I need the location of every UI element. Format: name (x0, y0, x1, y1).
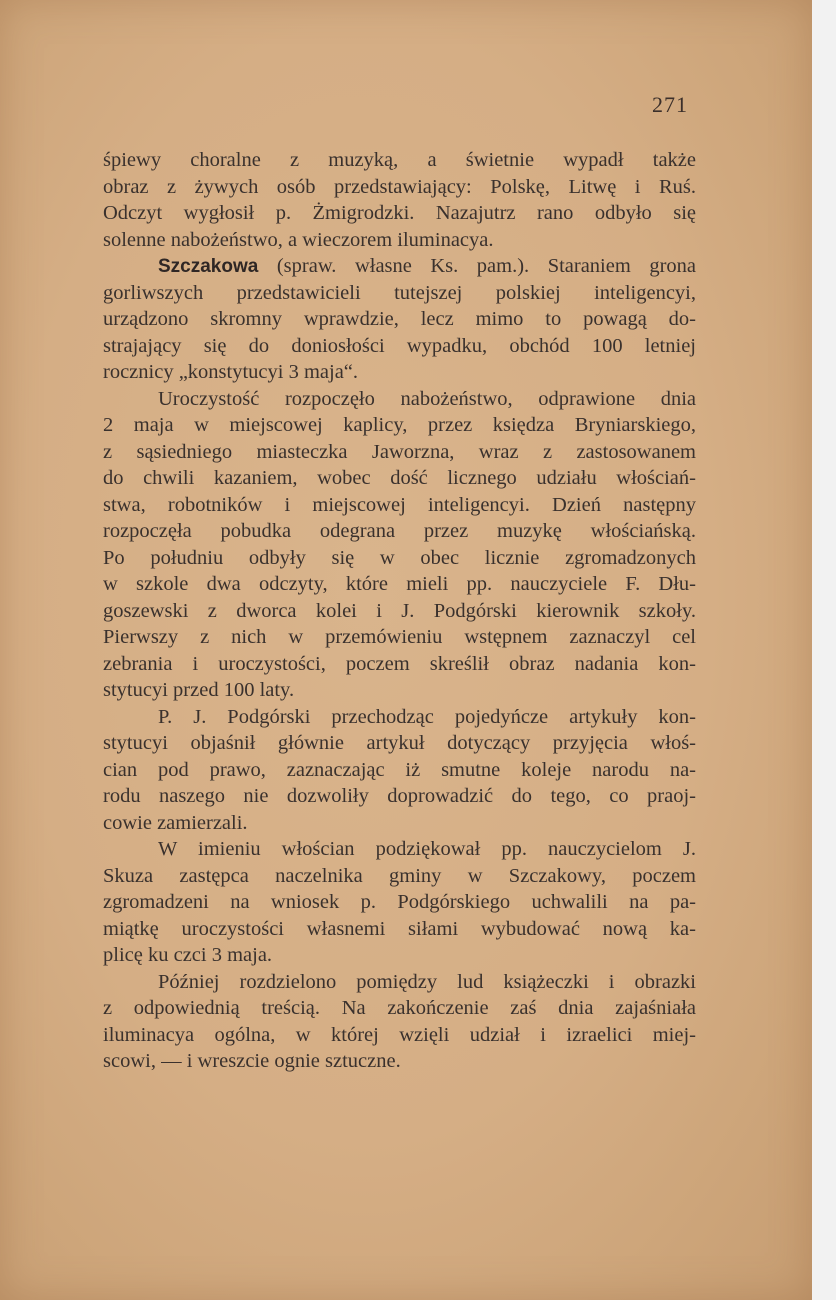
text-line: do chwili kazaniem, wobec dość licznego udziału włościań- (103, 467, 696, 489)
text-line: Później rozdzielono pomiędzy lud książeczki i obrazki (158, 970, 696, 993)
text-line: stytucyi objaśnił głównie artykuł dotyczący przyjęcia włoś- (103, 732, 696, 754)
text-line: solenne nabożeństwo, a wieczorem iluminacya. (103, 228, 494, 251)
text-line: 2 maja w miejscowej kaplicy, przez księdza Bryniarskiego, (103, 414, 696, 436)
text-line: obraz z żywych osób przedstawiający: Polskę, Litwę i Ruś. (103, 175, 696, 198)
text-line: scowi, — i wreszcie ognie sztuczne. (103, 1050, 401, 1072)
text-line: Odczyt wygłosił p. Żmigrodzki. Nazajutrz rano odbyło się (103, 202, 696, 224)
text-line: W imieniu włościan podziękował pp. nauczycielom J. (158, 838, 696, 860)
text-line: rozpoczęła pobudka odegrana przez muzykę włościańską. (103, 520, 696, 542)
text-line: urządzono skromny wprawdzie, lecz mimo to powagą do- (103, 308, 696, 330)
text-line: iluminacya ogólna, w której wzięli udział i izraelici miej- (103, 1023, 696, 1046)
text-line-rest: (spraw. własne Ks. pam.). Staraniem grona (258, 255, 696, 277)
text-line: goszewski z dworca kolei i J. Podgórski kierownik szkoły. (103, 599, 696, 622)
text-line: rocznicy „konstytucyi 3 maja“. (103, 361, 359, 383)
text-line: Skuza zastępca naczelnika gminy w Szczakowy, poczem (103, 864, 696, 887)
text-line: gorliwszych przedstawicieli tutejszej polskiej inteligencyi, (103, 281, 696, 304)
section-heading: Szczakowa (158, 256, 259, 277)
text-line: strajający się do doniosłości wypadku, obchód 100 letniej (103, 334, 696, 357)
text-line: w szkole dwa odczyty, które mieli pp. nauczyciele F. Dłu- (103, 573, 696, 595)
body-text (103, 147, 696, 1075)
text-line: zgromadzeni na wniosek p. Podgórskiego uchwalili na pa- (103, 891, 696, 913)
text-line: plicę ku czci 3 maja. (103, 944, 273, 966)
text-line: Pierwszy z nich w przemówieniu wstępnem zaznaczyl cel (103, 626, 696, 648)
text-line: rodu naszego nie dozwoliły doprowadzić do tego, co praoj- (103, 785, 696, 807)
text-line: zebrania i uroczystości, poczem skreślił obraz nadania kon- (103, 652, 696, 675)
text-line: P. J. Podgórski przechodząc pojedyńcze artykuły kon- (158, 705, 696, 728)
text-line: Po południu odbyły się w obec licznie zgromadzonych (103, 546, 696, 569)
text-line: stytucyi przed 100 laty. (103, 679, 295, 701)
section-heading-line (103, 253, 696, 280)
text-line: cowie zamierzali. (103, 811, 248, 834)
text-line: cian pod prawo, zaznaczając iż smutne koleje narodu na- (103, 758, 696, 781)
text-line: z sąsiedniego miasteczka Jaworzna, wraz z zastosowanem (103, 440, 696, 463)
text-line: Uroczystość rozpoczęło nabożeństwo, odprawione dnia (158, 387, 696, 410)
text-line: miątkę uroczystości własnemi siłami wybudować nową ka- (103, 917, 696, 940)
text-line: z odpowiednią treścią. Na zakończenie zaś dnia zajaśniała (103, 997, 696, 1019)
scan-background (812, 0, 836, 1300)
text-line: stwa, robotników i miejscowej inteligencyi. Dzień następny (103, 493, 696, 516)
text-line: śpiewy choralne z muzyką, a świetnie wypadł także (103, 149, 696, 171)
page-number: 271 (652, 92, 688, 117)
